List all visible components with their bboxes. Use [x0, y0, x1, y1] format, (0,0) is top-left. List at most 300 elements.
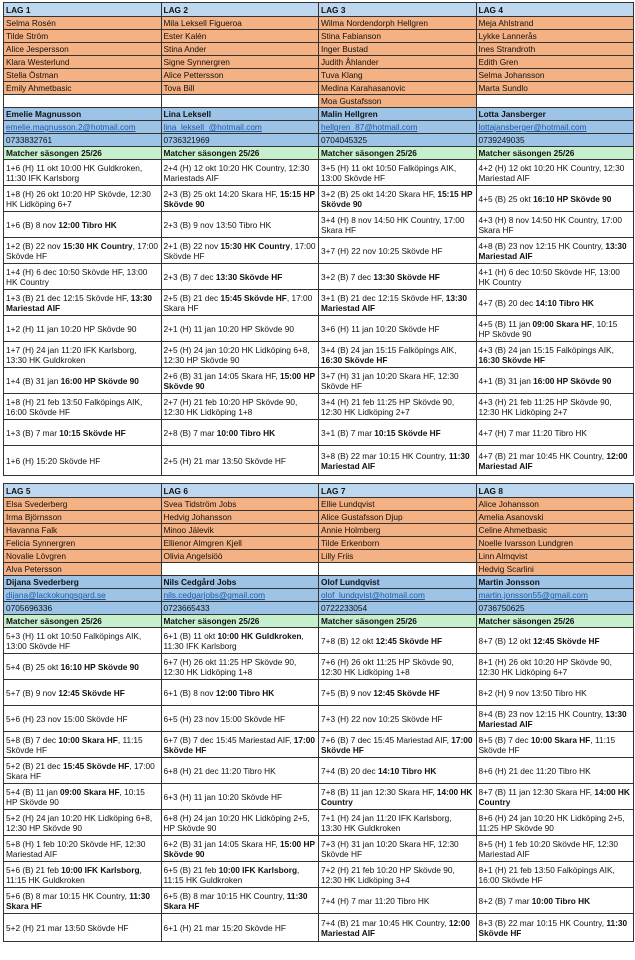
match-text: 1+2 (B) 22 nov [6, 240, 63, 251]
match-text: 3+7 (H) 31 jan 10:20 Skara HF, 12:30 Skövde HF [321, 370, 459, 391]
match-row [4, 368, 634, 394]
match-cell [4, 680, 162, 706]
contact-row [4, 134, 634, 147]
match-text: 2+3 (B) 7 dec [163, 271, 216, 282]
match-time-bold: 14:00 HK Country [321, 786, 473, 807]
player-name: Stina Ander [161, 43, 319, 56]
match-time-bold: 12:00 Mariestad AIF [321, 917, 471, 938]
player-name: Hedvig Johansson [161, 511, 319, 524]
player-name: Alva Petersson [4, 563, 162, 576]
match-time-bold: 14:00 HK Country [478, 786, 630, 807]
team-header-row [4, 3, 634, 17]
match-cell [161, 186, 319, 212]
player-row [4, 82, 634, 95]
match-text: 5+3 (H) 11 okt 10:50 Falköpings AIK, 13:00 Skövde HF [6, 630, 142, 651]
match-time-bold: 09:00 Skara HF [532, 318, 593, 329]
team-block-2 [3, 483, 634, 942]
match-text: 2+5 (H) 24 jan 10:20 HK Lidköping 6+8, 12:30 HP Skövde 90 [163, 344, 310, 365]
player-name: Medina Karahasanovic [319, 82, 477, 95]
empty-cell [161, 95, 319, 108]
player-name: Moa Gustafsson [319, 95, 477, 108]
match-cell [161, 238, 319, 264]
match-cell [161, 160, 319, 186]
match-row [4, 758, 634, 784]
match-text: 1+4 (B) 31 jan [6, 375, 61, 386]
match-cell [319, 836, 477, 862]
match-cell [319, 446, 477, 476]
match-cell [161, 810, 319, 836]
match-time-bold: 10:00 HK Guldkroken [217, 630, 302, 641]
coach-phone: 0736750625 [476, 602, 634, 615]
match-text: 1+4 (H) 6 dec 10:50 Skövde HF, 13:00 HK Country [6, 266, 148, 287]
coach-email-link[interactable]: olof_lundqvist@hotmail.com [319, 589, 477, 602]
match-time-bold: 15:30 HK Country [62, 240, 133, 251]
match-cell [476, 654, 634, 680]
coach-phone: 0705696336 [4, 602, 162, 615]
match-cell [161, 420, 319, 446]
match-cell [4, 342, 162, 368]
match-text: 2+6 (B) 31 jan 14:05 Skara HF, [163, 370, 280, 381]
match-cell [4, 160, 162, 186]
match-text: 8+6 (H) 21 dec 11:20 Tibro HK [478, 765, 591, 776]
player-row [4, 511, 634, 524]
match-text: 1+7 (H) 24 jan 11:20 IFK Karlsborg, 13:30 HK Guldkroken [6, 344, 137, 365]
match-text: 5+2 (B) 21 dec [6, 760, 63, 771]
match-time-bold: 13:30 Mariestad AIF [478, 240, 627, 261]
player-name: Alice Gustafsson Djup [319, 511, 477, 524]
match-cell [4, 758, 162, 784]
match-time-bold: 15:45 Skövde HF [62, 760, 130, 771]
team-name: LAG 3 [319, 3, 477, 17]
match-row [4, 784, 634, 810]
match-cell [319, 862, 477, 888]
match-text: 8+7 (B) 11 jan 12:30 Skara HF, [478, 786, 595, 797]
match-cell [476, 914, 634, 942]
match-cell [476, 160, 634, 186]
match-cell [4, 628, 162, 654]
match-text: 7+6 (H) 26 okt 11:25 HP Skövde 90, 12:30 HK Lidköping 1+8 [321, 656, 454, 677]
match-text: 8+5 (H) 1 feb 10:20 Skövde HF, 12:30 Mariestad AIF [478, 838, 619, 859]
match-cell [319, 316, 477, 342]
match-row [4, 264, 634, 290]
match-text: , 11:15 HK Guldkroken [6, 864, 142, 885]
match-cell [161, 836, 319, 862]
player-name: Noelle Ivarsson Lundgren [476, 537, 634, 550]
match-text: , 17:00 Skövde HF [6, 240, 158, 261]
coach-phone: 0722233054 [319, 602, 477, 615]
match-cell [319, 264, 477, 290]
match-row [4, 810, 634, 836]
player-name: Alice Pettersson [161, 69, 319, 82]
match-time-bold: 16:30 Skövde HF [478, 354, 545, 365]
match-cell [4, 810, 162, 836]
coach-name: Lina Leksell [161, 108, 319, 121]
match-cell [161, 784, 319, 810]
player-name: Elsa Svederberg [4, 498, 162, 511]
match-cell [161, 316, 319, 342]
match-text: 1+6 (H) 15:20 Skövde HF [6, 455, 101, 466]
match-text: 8+3 (B) 22 mar 10:15 HK Country, [478, 917, 607, 928]
player-row [4, 550, 634, 563]
contact-row [4, 576, 634, 589]
match-cell [319, 368, 477, 394]
match-text: 1+8 (H) 21 feb 13:50 Falköpings AIK, 16:00 Skövde HF [6, 396, 143, 417]
match-text: 2+3 (B) 25 okt 14:20 Skara HF, [163, 188, 280, 199]
match-cell [476, 810, 634, 836]
match-cell [161, 680, 319, 706]
match-cell [161, 888, 319, 914]
match-cell [476, 680, 634, 706]
match-text: 8+2 (B) 7 mar [478, 895, 532, 906]
match-text: 6+1 (H) 21 mar 15:20 Skövde HF [163, 922, 286, 933]
season-label: Matcher säsongen 25/26 [476, 147, 634, 160]
match-row [4, 654, 634, 680]
match-cell [319, 732, 477, 758]
contact-row [4, 108, 634, 121]
match-time-bold: 10:00 Tibro HK [531, 895, 591, 906]
match-text: , 11:15 Skövde HF [6, 734, 143, 755]
match-text: 8+6 (H) 24 jan 10:20 HK Lidköping 2+5, 11:25 HP Skövde 90 [478, 812, 625, 833]
match-text: 5+4 (B) 11 jan [6, 786, 61, 797]
match-text: 3+1 (B) 7 mar [321, 427, 375, 438]
match-cell [476, 342, 634, 368]
match-cell [4, 732, 162, 758]
match-text: 8+2 (H) 9 nov 13:50 Tibro HK [478, 687, 587, 698]
match-time-bold: 15:15 HP Skövde 90 [163, 188, 315, 209]
match-text: 4+5 (B) 11 jan [478, 318, 533, 329]
player-name: Tilde Ström [4, 30, 162, 43]
match-row [4, 446, 634, 476]
match-time-bold: 12:45 Skövde HF [373, 687, 440, 698]
player-name: Inger Bustad [319, 43, 477, 56]
match-time-bold: 16:00 HP Skövde 90 [533, 375, 612, 386]
match-text: 5+7 (B) 9 nov [6, 687, 59, 698]
match-text: 1+3 (B) 7 mar [6, 427, 60, 438]
match-time-bold: 16:10 HP Skövde 90 [60, 661, 139, 672]
match-text: 7+2 (H) 21 feb 10:20 HP Skövde 90, 12:30 HK Lidköping 3+4 [321, 864, 455, 885]
player-row [4, 537, 634, 550]
match-cell [319, 212, 477, 238]
match-text: 6+8 (H) 21 dec 11:20 Tibro HK [163, 765, 276, 776]
match-text: 7+4 (B) 20 dec [321, 765, 378, 776]
match-cell [4, 888, 162, 914]
match-time-bold: 10:00 IFK Karlsborg [218, 864, 298, 875]
coach-email-link[interactable]: emelie.magnusson.2@hotmail.com [4, 121, 162, 134]
player-row [4, 563, 634, 576]
match-text: , 10:15 HP Skövde 90 [6, 786, 145, 807]
empty-cell [476, 95, 634, 108]
match-text: 7+8 (B) 12 okt [321, 635, 376, 646]
match-cell [319, 628, 477, 654]
coach-name: Nils Cedgård Jobs [161, 576, 319, 589]
empty-cell [4, 95, 162, 108]
match-text: 2+3 (B) 9 nov 13:50 Tibro HK [163, 219, 272, 230]
match-cell [476, 186, 634, 212]
match-text: , 11:15 HK Guldkroken [163, 864, 300, 885]
match-cell [4, 420, 162, 446]
match-cell [476, 888, 634, 914]
team-name: LAG 6 [161, 484, 319, 498]
coach-email-link[interactable]: nils.cedgarjobs@gmail.com [161, 589, 319, 602]
match-text: 5+2 (H) 21 mar 13:50 Skövde HF [6, 922, 129, 933]
player-row [4, 56, 634, 69]
player-name: Minoo Jälevik [161, 524, 319, 537]
match-text: 4+2 (H) 12 okt 10:20 HK Country, 12:30 Mariestad AIF [478, 162, 625, 183]
match-row [4, 888, 634, 914]
match-time-bold: 12:45 Skövde HF [58, 687, 125, 698]
match-cell [4, 212, 162, 238]
player-name: Novalie Lövgren [4, 550, 162, 563]
match-cell [476, 446, 634, 476]
match-cell [161, 628, 319, 654]
player-row [4, 43, 634, 56]
player-name: Irma Björnsson [4, 511, 162, 524]
match-row [4, 342, 634, 368]
match-text: 3+7 (H) 22 nov 10:25 Skövde HF [321, 245, 443, 256]
match-cell [319, 290, 477, 316]
season-label: Matcher säsongen 25/26 [476, 615, 634, 628]
match-text: 2+4 (H) 12 okt 10:20 HK Country, 12:30 Mariestads AIF [163, 162, 310, 183]
player-name: Selma Johansson [476, 69, 634, 82]
match-text: 5+8 (B) 7 dec [6, 734, 59, 745]
match-cell [476, 264, 634, 290]
match-text: 5+8 (H) 1 feb 10:20 Skövde HF, 12:30 Mariestad AIF [6, 838, 146, 859]
season-label: Matcher säsongen 25/26 [319, 615, 477, 628]
match-text: 4+5 (B) 25 okt [478, 193, 534, 204]
match-text: 5+6 (B) 8 mar 10:15 HK Country, [6, 890, 130, 901]
match-cell [476, 420, 634, 446]
match-text: 4+3 (H) 8 nov 14:50 HK Country, 17:00 Skara HF [478, 214, 623, 235]
player-name: Emily Ahmetbasic [4, 82, 162, 95]
match-time-bold: 11:30 Mariestad AIF [321, 450, 470, 471]
match-time-bold: 16:30 Skövde HF [321, 354, 388, 365]
coach-name: Lotta Jansberger [476, 108, 634, 121]
contact-row [4, 121, 634, 134]
match-cell [319, 888, 477, 914]
match-text: 4+7 (H) 7 mar 11:20 Tibro HK [478, 427, 587, 438]
match-cell [476, 784, 634, 810]
match-cell [476, 836, 634, 862]
match-text: 3+2 (B) 25 okt 14:20 Skara HF, [321, 188, 438, 199]
coach-email-link[interactable]: lina_leksell_@hotmail.com [161, 121, 319, 134]
match-time-bold: 16:10 HP Skövde 90 [533, 193, 612, 204]
team-name: LAG 1 [4, 3, 162, 17]
season-label: Matcher säsongen 25/26 [161, 147, 319, 160]
match-cell [4, 446, 162, 476]
match-text: 8+7 (B) 12 okt [478, 635, 534, 646]
match-cell [4, 316, 162, 342]
match-text: 6+8 (H) 24 jan 10:20 HK Lidköping 2+5, HP Skövde 90 [163, 812, 310, 833]
match-text: 2+8 (B) 7 mar [163, 427, 217, 438]
player-name: Alice Jespersson [4, 43, 162, 56]
match-text: 4+8 (B) 23 nov 12:15 HK Country, [478, 240, 606, 251]
match-cell [476, 628, 634, 654]
match-row [4, 862, 634, 888]
match-time-bold: 12:45 Skövde HF [533, 635, 600, 646]
match-cell [319, 160, 477, 186]
match-text: 7+5 (B) 9 nov [321, 687, 374, 698]
player-name: Tuva Klang [319, 69, 477, 82]
match-text: 2+5 (B) 21 dec [163, 292, 221, 303]
player-name: Linn Almqvist [476, 550, 634, 563]
season-label: Matcher säsongen 25/26 [4, 147, 162, 160]
season-label: Matcher säsongen 25/26 [4, 615, 162, 628]
match-time-bold: 10:00 IFK Karlsborg [61, 864, 140, 875]
player-name: Tova Bill [161, 82, 319, 95]
player-name: Olivia Angelsiöö [161, 550, 319, 563]
match-text: , 11:15 Skövde HF [478, 734, 616, 755]
match-text: 1+6 (H) 11 okt 10:00 HK Guldkroken, 11:30 IFK Karlsborg [6, 162, 143, 183]
match-time-bold: 10:00 Skara HF [530, 734, 591, 745]
player-row [4, 95, 634, 108]
team-name: LAG 4 [476, 3, 634, 17]
match-cell [319, 238, 477, 264]
match-time-bold: 17:00 Skövde HF [321, 734, 473, 755]
match-text: 7+4 (B) 21 mar 10:45 HK Country, [321, 917, 449, 928]
player-name: Celine Ahmetbasic [476, 524, 634, 537]
player-name: Stella Östman [4, 69, 162, 82]
team-block-1 [3, 2, 634, 476]
match-text: 1+6 (B) 8 nov [6, 219, 59, 230]
player-name: Annie Holmberg [319, 524, 477, 537]
team-name: LAG 5 [4, 484, 162, 498]
match-time-bold: 14:10 Tibro HK [377, 765, 437, 776]
match-text: , 17:00 Skara HF [163, 292, 313, 313]
player-name: Tilde Erkenborn [319, 537, 477, 550]
season-label: Matcher säsongen 25/26 [161, 615, 319, 628]
match-text: 6+5 (H) 23 nov 15:00 Skövde HF [163, 713, 286, 724]
coach-name: Emelie Magnusson [4, 108, 162, 121]
match-time-bold: 13:30 Skövde HF [215, 271, 283, 282]
match-cell [4, 836, 162, 862]
match-time-bold: 14:10 Tibro HK [535, 297, 594, 308]
coach-email-link[interactable]: lottajansberger@hotmail.com [476, 121, 634, 134]
player-name: Alice Johansson [476, 498, 634, 511]
match-text: , 11:30 IFK Karlsborg [163, 630, 304, 651]
match-text: 1+2 (H) 11 jan 10:20 HP Skövde 90 [6, 323, 137, 334]
match-text: 3+4 (H) 21 feb 11:25 HP Skövde 90, 12:30 HK Lidköping 2+7 [321, 396, 455, 417]
player-name: Lilly Friis [319, 550, 477, 563]
player-row [4, 30, 634, 43]
match-time-bold: 11:30 Skövde HF [478, 917, 628, 938]
match-text: 5+6 (H) 23 nov 15:00 Skövde HF [6, 713, 128, 724]
player-name: Marta Sundlo [476, 82, 634, 95]
match-text: 4+3 (H) 21 feb 11:25 HP Skövde 90, 12:30 HK Lidköping 2+7 [478, 396, 612, 417]
match-cell [4, 654, 162, 680]
block-gap [3, 476, 633, 483]
player-row [4, 17, 634, 30]
match-text: 2+5 (H) 21 mar 13:50 Skövde HF [163, 455, 286, 466]
player-name: Mila Leksell Figueroa [161, 17, 319, 30]
match-cell [319, 784, 477, 810]
match-cell [476, 862, 634, 888]
match-cell [319, 706, 477, 732]
match-text: 6+5 (B) 8 mar 10:15 HK Country, [163, 890, 287, 901]
match-text: 6+2 (B) 31 jan 14:05 Skara HF, [163, 838, 280, 849]
match-cell [476, 394, 634, 420]
match-cell [319, 810, 477, 836]
player-name: Stina Fabianson [319, 30, 477, 43]
match-text: 3+6 (H) 11 jan 10:20 Skövde HF [321, 323, 440, 334]
match-time-bold: 12:45 Skövde HF [375, 635, 443, 646]
match-row [4, 160, 634, 186]
coach-email-link[interactable]: dijana@lackokungsgard.se [4, 589, 162, 602]
match-time-bold: 09:00 Skara HF [60, 786, 120, 797]
match-cell [4, 914, 162, 942]
coach-name: Dijana Svederberg [4, 576, 162, 589]
match-cell [161, 758, 319, 784]
match-time-bold: 15:00 HP Skövde 90 [163, 370, 315, 391]
coach-email-link[interactable]: hellgren_87@hotmail.com [319, 121, 477, 134]
coach-name: Martin Jonsson [476, 576, 634, 589]
match-row [4, 706, 634, 732]
coach-phone: 0733832761 [4, 134, 162, 147]
match-text: 4+1 (B) 31 jan [478, 375, 534, 386]
match-cell [4, 706, 162, 732]
match-text: 4+7 (B) 21 mar 10:45 HK Country, [478, 450, 607, 461]
season-header-row [4, 615, 634, 628]
match-time-bold: 10:15 Skövde HF [374, 427, 441, 438]
match-cell [161, 290, 319, 316]
player-name: Meja Ahlstrand [476, 17, 634, 30]
match-cell [476, 368, 634, 394]
match-time-bold: 10:00 Skara HF [58, 734, 118, 745]
match-text: 6+1 (B) 8 nov [163, 687, 216, 698]
match-time-bold: 13:30 Mariestad AIF [478, 708, 627, 729]
match-cell [319, 342, 477, 368]
match-text: 2+1 (B) 22 nov [163, 240, 221, 251]
match-cell [4, 862, 162, 888]
match-cell [4, 394, 162, 420]
player-row [4, 524, 634, 537]
match-cell [161, 914, 319, 942]
match-cell [319, 758, 477, 784]
match-text: 2+1 (H) 11 jan 10:20 HP Skövde 90 [163, 323, 294, 334]
match-cell [476, 316, 634, 342]
match-text: 7+4 (H) 7 mar 11:20 Tibro HK [321, 895, 430, 906]
coach-email-link[interactable]: martin.jonsson55@gmail.com [476, 589, 634, 602]
coach-name: Malin Hellgren [319, 108, 477, 121]
team-name: LAG 8 [476, 484, 634, 498]
match-cell [4, 264, 162, 290]
team-name: LAG 2 [161, 3, 319, 17]
match-time-bold: 15:45 Skövde HF [220, 292, 287, 303]
coach-name: Olof Lundqvist [319, 576, 477, 589]
match-text: 7+3 (H) 31 jan 10:20 Skara HF, 12:30 Skövde HF [321, 838, 459, 859]
player-name: Ellienor Almgren Kjell [161, 537, 319, 550]
match-text: 7+1 (H) 24 jan 11:20 IFK Karlsborg, 13:30 HK Guldkroken [321, 812, 452, 833]
match-text: 4+3 (B) 24 jan 15:15 Falköpings AIK, [478, 344, 614, 355]
match-text: 3+2 (B) 7 dec [321, 271, 374, 282]
match-text: 6+5 (B) 21 feb [163, 864, 219, 875]
match-cell [161, 654, 319, 680]
match-row [4, 836, 634, 862]
match-time-bold: 12:00 Tibro HK [58, 219, 117, 230]
season-header-row [4, 147, 634, 160]
player-name: Selma Rosén [4, 17, 162, 30]
match-text: 3+8 (B) 22 mar 10:15 HK Country, [321, 450, 449, 461]
match-time-bold: 15:00 HP Skövde 90 [163, 838, 315, 859]
match-cell [319, 680, 477, 706]
match-text: 8+1 (H) 21 feb 13:50 Falköpings AIK, 16:00 Skövde HF [478, 864, 615, 885]
team-header-row [4, 484, 634, 498]
match-cell [161, 732, 319, 758]
match-cell [476, 732, 634, 758]
match-cell [476, 212, 634, 238]
match-time-bold: 12:00 Mariestad AIF [478, 450, 628, 471]
match-cell [161, 862, 319, 888]
match-cell [4, 784, 162, 810]
